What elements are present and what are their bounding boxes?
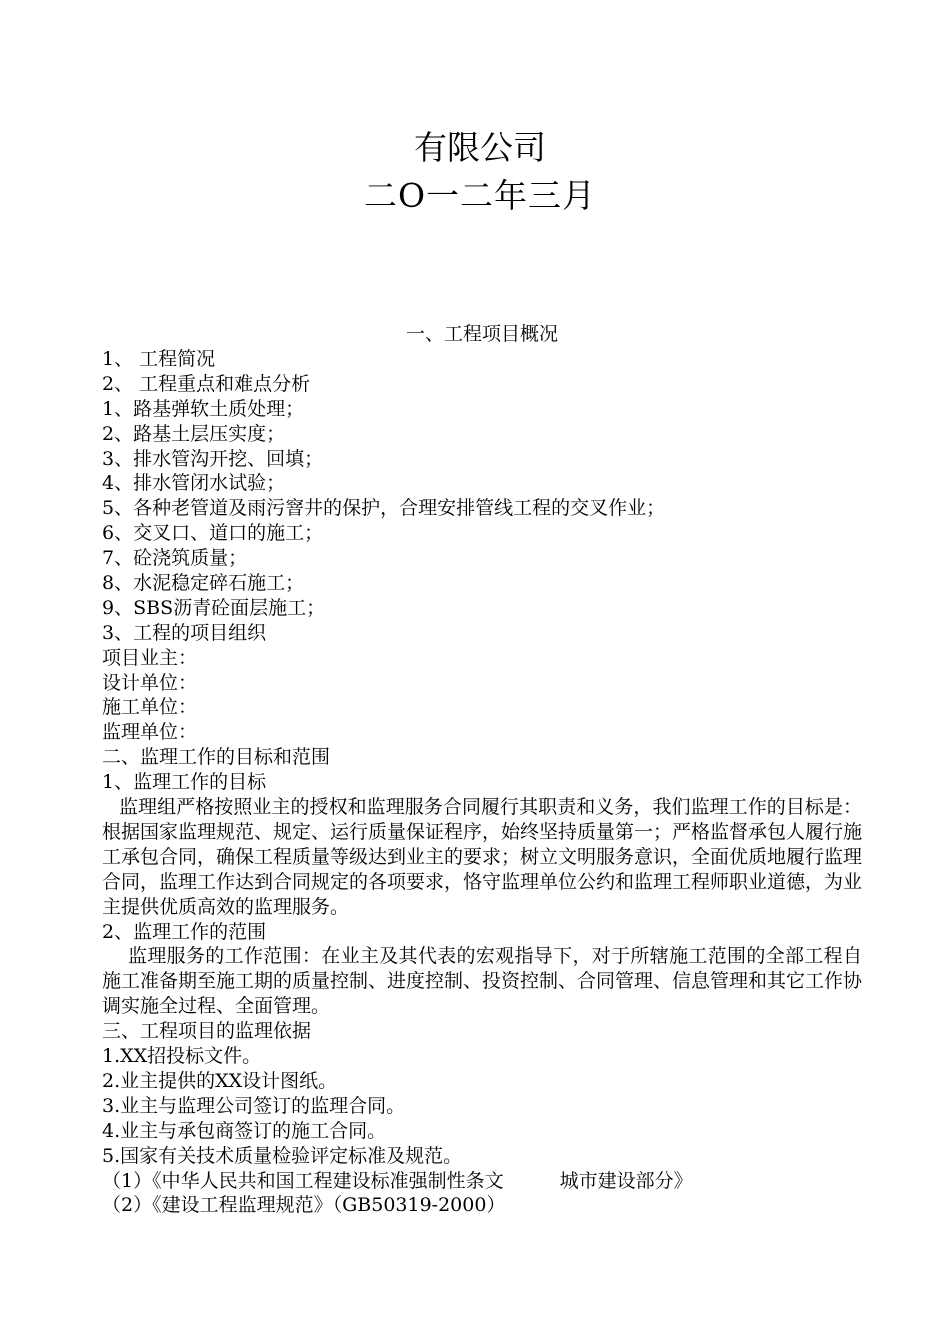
list-item: 3、工程的项目组织 xyxy=(102,621,267,644)
cover-date: 二O一二年三月 xyxy=(363,176,597,215)
section-one-heading: 一、工程项目概况 xyxy=(405,323,558,345)
standard-item xyxy=(102,1169,862,1194)
list-item: 施工单位： xyxy=(102,696,198,719)
cover-company-name: 有限公司 xyxy=(414,128,546,167)
list-item: 6、交叉口、道口的施工； xyxy=(102,522,324,545)
section-two-heading: 二、监理工作的目标和范围 xyxy=(102,746,331,769)
list-item: 4、排水管闭水试验； xyxy=(102,472,286,495)
list-item: 5.国家有关技术质量检验评定标准及规范。 xyxy=(102,1144,463,1167)
standard-item: （2）《建设工程监理规范》（GB50319-2000） xyxy=(102,1194,506,1217)
list-item: 5、各种老管道及雨污窨井的保护，合理安排管线工程的交叉作业； xyxy=(102,497,666,520)
list-item: 2.业主提供的XX设计图纸。 xyxy=(102,1069,338,1092)
list-item: 设计单位： xyxy=(102,671,198,694)
list-item: 监理单位： xyxy=(102,721,198,744)
subsection-heading: 2、监理工作的范围 xyxy=(102,920,267,943)
list-item: 9、SBS沥青砼面层施工； xyxy=(102,596,326,619)
list-item: 4.业主与承包商签订的施工合同。 xyxy=(102,1119,387,1142)
section-three-heading: 三、工程项目的监理依据 xyxy=(102,1020,312,1043)
list-item: 1、 工程简况 xyxy=(102,348,216,370)
list-item: 8、水泥稳定碎石施工； xyxy=(102,572,305,595)
list-item: 2、 工程重点和难点分析 xyxy=(102,372,311,395)
paragraph-objectives: 监理组严格按照业主的授权和监理服务合同履行其职责和义务，我们监理工作的目标是：根据国家监理规范、规定、运行质量保证程序，始终坚持质量第一；严格监督承包人履行施工承包合同，确保工程质量等级达到业主的要求；树立文明服务意识，全面优质地履行监理合同，监理工作达到合同规定的各项要求，恪守监理单位公约和监理工程师职业道德，为业主提供优质高效的监理服务。 xyxy=(102,796,863,918)
list-item: 项目业主： xyxy=(102,646,198,669)
list-item: 3.业主与监理公司签订的监理合同。 xyxy=(102,1094,406,1117)
list-item: 7、砼浇筑质量； xyxy=(102,547,248,570)
document-body xyxy=(102,347,862,1218)
subsection-heading: 1、监理工作的目标 xyxy=(102,771,267,794)
list-item: 1、路基弹软土质处理； xyxy=(102,397,305,420)
standard-item-part: 城市建设部分》 xyxy=(559,1169,693,1192)
standard-item-title: （1）《中华人民共和国工程建设标准强制性条文 xyxy=(102,1169,504,1192)
list-item: 2、路基土层压实度； xyxy=(102,422,286,445)
list-item: 1.XX招投标文件。 xyxy=(102,1045,262,1068)
paragraph-scope: 监理服务的工作范围：在业主及其代表的宏观指导下，对于所辖施工范围的全部工程自施工准备期至施工期的质量控制、进度控制、投资控制、合同管理、信息管理和其它工作协调实施全过程、全面管理。 xyxy=(102,945,863,1018)
list-item: 3、排水管沟开挖、回填； xyxy=(102,447,324,470)
